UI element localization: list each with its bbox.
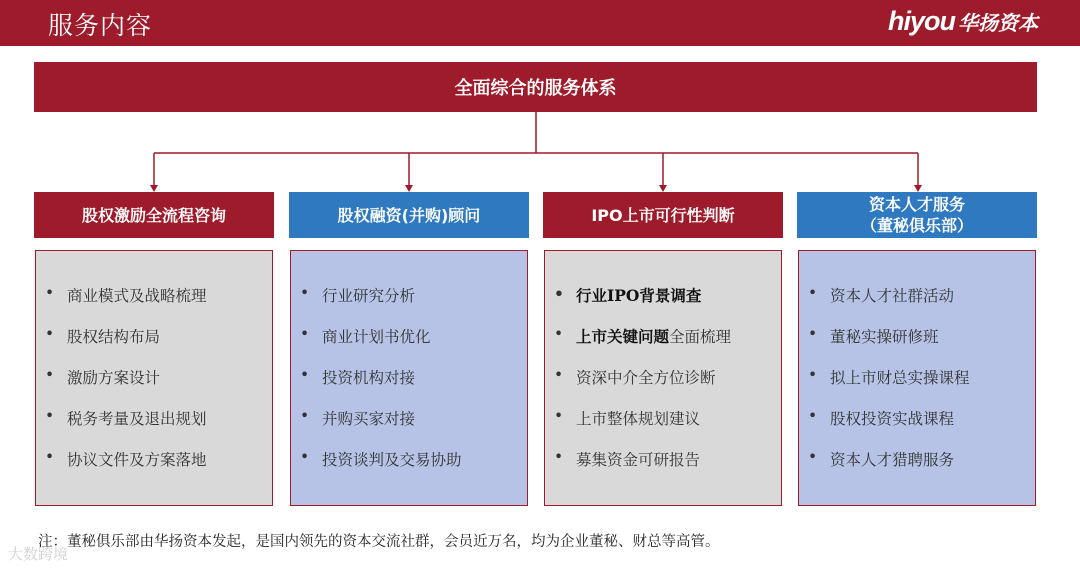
column-panel-equity-incentive [35, 250, 273, 506]
arrow-head-1 [150, 185, 158, 192]
bullet-icon: • [300, 366, 310, 384]
list-item: • 股权投资实战课程 [808, 407, 955, 428]
column-title: 股权激励全流程咨询 [81, 205, 226, 225]
column-title: IPO上市可行性判断 [591, 205, 735, 225]
arrow-head-2 [405, 185, 413, 192]
list-item: • 税务考量及退出规划 [45, 407, 207, 428]
list-item: • 商业模式及战略梳理 [45, 284, 207, 305]
list-item: • 资本人才猎聘服务 [808, 448, 955, 469]
list-item: • 董秘实操研修班 [808, 325, 939, 346]
bullet-icon: • [808, 366, 818, 384]
list-item: • 投资谈判及交易协助 [300, 448, 462, 469]
watermark: 大数跨境 [8, 545, 69, 563]
list-item: • 投资机构对接 [300, 366, 416, 387]
column-header-ipo-feasibility [543, 192, 783, 238]
bullet-icon: • [554, 325, 564, 343]
list-item: • 并购买家对接 [300, 407, 416, 428]
service-system-box: 全面综合的服务体系 [34, 62, 1037, 112]
list-item: • 行业IPO背景调查 [554, 284, 702, 305]
bullet-icon: • [808, 407, 818, 425]
column-panel-equity-financing [290, 250, 528, 506]
column-title: 股权融资(并购)顾问 [337, 205, 481, 225]
bullet-icon: • [45, 366, 55, 384]
column-header-capital-talent [797, 192, 1037, 238]
list-item: • 股权结构布局 [45, 325, 161, 346]
page-title: 服务内容 [48, 11, 153, 40]
list-item: • 激励方案设计 [45, 366, 161, 387]
bullet-icon: • [300, 448, 310, 466]
bullet-icon: • [45, 407, 55, 425]
column-title: 资本人才服务 [868, 195, 965, 214]
list-item: • 募集资金可研报告 [554, 448, 701, 469]
arrow-head-4 [914, 185, 922, 192]
bullet-icon: • [300, 407, 310, 425]
bullet-icon: • [300, 325, 310, 343]
bullet-icon: • [45, 448, 55, 466]
list-item: • 商业计划书优化 [300, 325, 431, 346]
bullet-icon: • [45, 284, 55, 302]
list-item: • 上市关键问题 全面梳理 [554, 325, 732, 346]
bullet-icon: • [554, 284, 564, 303]
list-item: • 资深中介全方位诊断 [554, 366, 716, 387]
list-item: • 协议文件及方案落地 [45, 448, 207, 469]
column-panel-ipo-feasibility [544, 250, 782, 506]
list-item: • 行业研究分析 [300, 284, 416, 305]
arrow-head-3 [659, 185, 667, 192]
column-panel-capital-talent [798, 250, 1036, 506]
bullet-icon: • [45, 325, 55, 343]
bullet-icon: • [808, 325, 818, 343]
list-item: • 资本人才社群活动 [808, 284, 955, 305]
bullet-icon: • [808, 448, 818, 466]
bullet-icon: • [808, 284, 818, 302]
bullet-icon: • [554, 448, 564, 466]
logo-wordmark: hiyou [888, 6, 955, 36]
footnote: 注：董秘俱乐部由华扬资本发起，是国内领先的资本交流社群，会员近万名，均为企业董秘、财总等高管。 [38, 534, 720, 550]
column-header-equity-incentive [34, 192, 274, 238]
list-item: • 上市整体规划建议 [554, 407, 701, 428]
bullet-icon: • [554, 366, 564, 384]
column-subtitle: （董秘俱乐部） [860, 216, 973, 235]
column-header-equity-financing [289, 192, 529, 238]
logo-chinese: 华扬资本 [958, 11, 1038, 35]
bullet-icon: • [554, 407, 564, 425]
bullet-icon: • [300, 284, 310, 302]
list-item: • 拟上市财总实操课程 [808, 366, 970, 387]
